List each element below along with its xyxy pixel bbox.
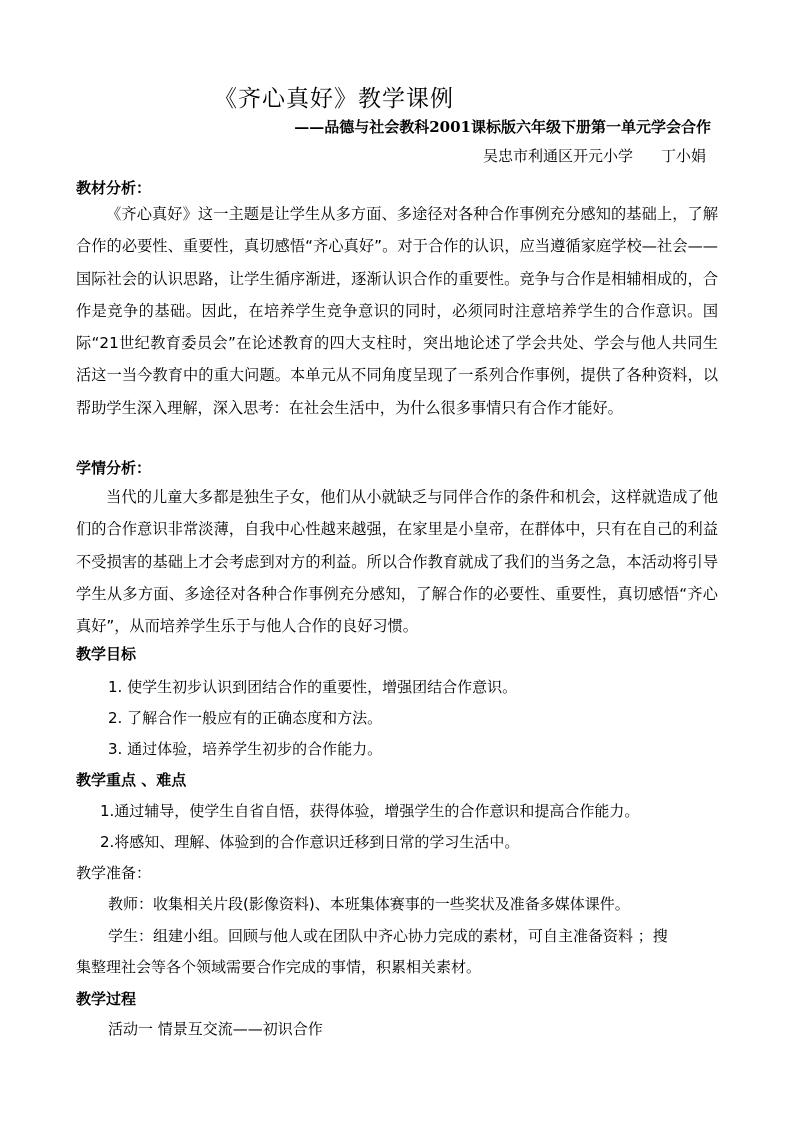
goal-item-1: 1. 使学生初步认识到团结合作的重要性，增强团结合作意识。 — [108, 678, 518, 696]
document-subtitle: ——品德与社会教科2001课标版六年级下册第一单元学会合作 — [294, 118, 711, 136]
goal-item-3: 3. 通过体验，培养学生初步的合作能力。 — [108, 740, 383, 758]
activity-one-title: 活动一 情景互交流——初识合作 — [108, 1020, 323, 1038]
teacher-name: 丁小娟 — [660, 147, 706, 165]
teaching-goals-heading: 教学目标 — [76, 645, 137, 663]
prep-student-line-1: 学生：组建小组。回顾与他人或在团队中齐心协力完成的素材，可自主准备资料 ；搜 — [108, 927, 668, 945]
learner-analysis-text: 当代的儿童大多都是独生子女，他们从小就缺乏与同伴合作的条件和机会，这样就造成了他们的合作意识非常淡薄，自我中心性越来越强，在家里是小皇帝，在群体中，只有在自己的利益不受损害的基础上才会考虑到对方的利益。所以合作教育就成了我们的当务之急，本活动将引导学生从多方面、多途径对各种合作事例充分感知，了解合作的必要性、重要性，真切感悟“齐心真好”，从而培养学生乐于与他人合作的良好习惯。 — [76, 488, 718, 636]
school-name: 吴忠市利通区开元小学 — [482, 147, 633, 165]
textbook-analysis-paragraph — [76, 198, 718, 424]
focus-difficulty-heading: 教学重点 、难点 — [76, 771, 187, 789]
prep-teacher: 教师：收集相关片段(影像资料)、本班集体赛事的一些奖状及准备多媒体课件。 — [108, 895, 630, 913]
teaching-prep-heading: 教学准备： — [76, 864, 152, 882]
learner-analysis-paragraph — [76, 481, 718, 642]
document-title: 《齐心真好》教学课例 — [214, 86, 454, 112]
author-line — [483, 145, 706, 166]
goal-item-2: 2. 了解合作一般应有的正确态度和方法。 — [108, 709, 383, 727]
learner-analysis-heading: 学情分析： — [76, 459, 152, 477]
teaching-process-heading: 教学过程 — [76, 990, 137, 1008]
textbook-analysis-heading: 教材分析： — [76, 179, 152, 197]
focus-item-2: 2.将感知、理解、体验到的合作意识迁移到日常的学习生活中。 — [100, 833, 520, 851]
focus-item-1: 1.通过辅导，使学生自省自悟，获得体验，增强学生的合作意识和提高合作能力。 — [100, 802, 640, 820]
textbook-analysis-text: 《齐心真好》这一主题是让学生从多方面、多途径对各种合作事例充分感知的基础上，了解合作的必要性、重要性，真切感悟“齐心真好”。对于合作的认识，应当遵循家庭学校—社会——国际社会的认识思路，让学生循序渐进，逐渐认识合作的重要性。竞争与合作是相辅相成的，合作是竞争的基础。因此，在培养学生竞争意识的同时，必须同时注意培养学生的合作意识。国际“21世纪教育委员会”在论述教育的四大支柱时，突出地论述了学会共处、学会与他人共同生活这一当今教育中的重大问题。本单元从不同角度呈现了一系列合作事例，提供了各种资料，以帮助学生深入理解，深入思考：在社会生活中，为什么很多事情只有合作才能好。 — [76, 205, 718, 417]
prep-student-line-2: 集整理社会等各个领域需要合作完成的事情，积累相关素材。 — [76, 958, 482, 976]
